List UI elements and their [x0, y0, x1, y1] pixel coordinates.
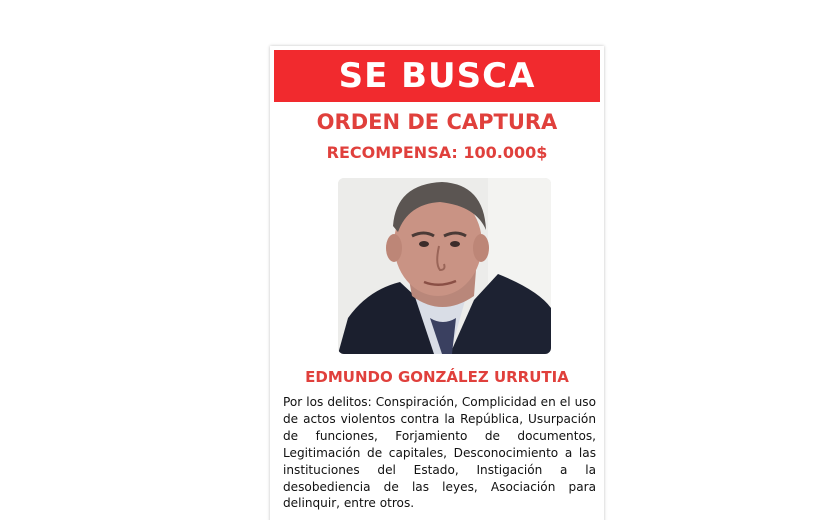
wanted-poster [270, 46, 604, 520]
charges-description: Por los delitos: Conspiración, Complicidad en el uso de actos violentos contra la República, Usurpación de funciones, Forjamiento de documentos, Legitimación de capitales, Desconocimiento a las instituciones del Estado, Instigación a la desobediencia de las leyes, Asociación para delinquir, entre otros. [283, 395, 596, 511]
person-name: EDMUNDO GONZÁLEZ URRUTIA [305, 368, 569, 386]
portrait-photo [338, 178, 551, 354]
reward-text: RECOMPENSA: 100.000$ [326, 143, 548, 162]
wanted-banner [274, 50, 600, 102]
order-title: ORDEN DE CAPTURA [316, 110, 558, 134]
banner-title: SE BUSCA [338, 56, 536, 96]
